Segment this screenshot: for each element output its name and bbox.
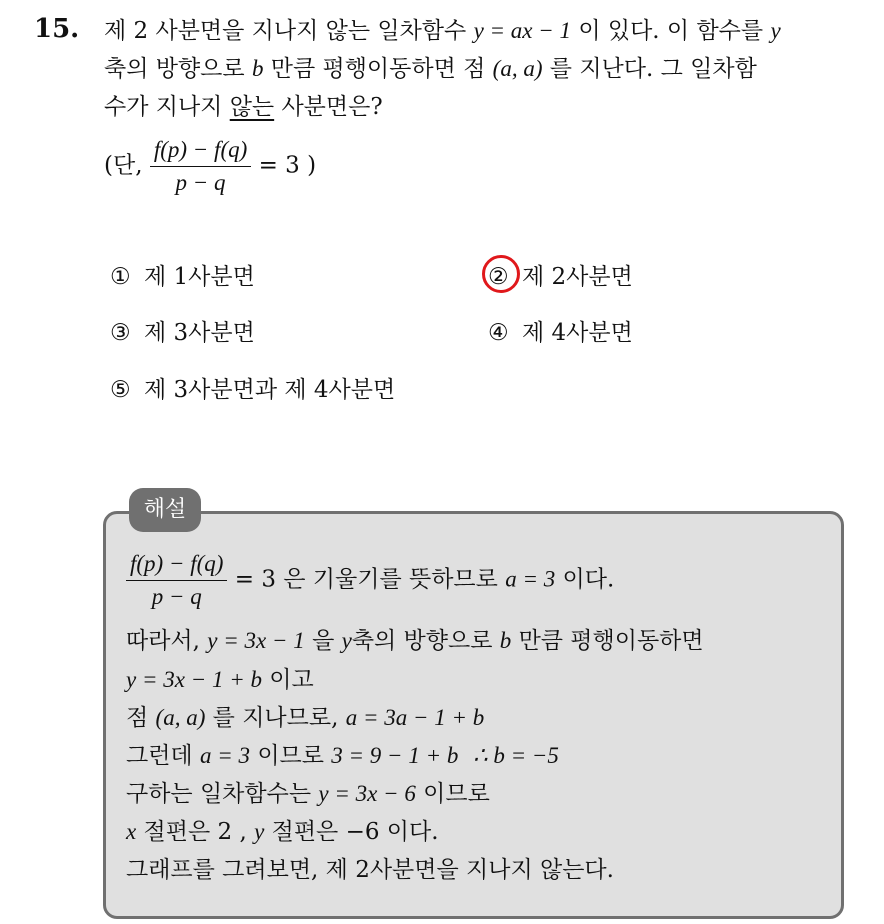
math-expression: a = 3a − 1 + b [345,705,485,730]
math-variable: y [770,18,781,43]
question-line-2 [104,54,757,84]
math-expression: y = 3x − 6 [318,781,416,806]
choice-label: 제 4사분면 [522,320,633,346]
solution-text: 그런데 [126,743,193,769]
question-text: 축의 방향으로 [104,56,245,82]
solution-text: 점 [126,705,149,731]
solution-line-2 [126,626,704,656]
math-variable: y [254,819,265,844]
math-variable: x [126,819,137,844]
condition-fraction [150,136,251,197]
math-expression: ∴ b = −5 [472,743,559,768]
choice-5[interactable] [110,375,395,405]
math-expression: 3 = 9 − 1 + b [331,743,459,768]
question-number: 15. [34,14,80,44]
solution-text: 축의 방향으로 [351,628,493,654]
solution-text: 이다. [562,566,615,593]
question-line-3 [104,92,383,122]
solution-line-1 [126,550,614,611]
solution-text: 절편은 2 , [143,819,247,845]
fraction-numerator: f(p) − f(q) [150,136,251,167]
math-expression: a = 3 [199,743,250,768]
solution-line-8 [126,855,614,885]
solution-text: 절편은 −6 이다. [271,819,439,845]
question-line-1 [104,16,781,46]
solution-line-5 [126,741,559,771]
solution-text: 를 지나므로, [212,705,339,731]
choice-label: 제 2사분면 [522,264,633,290]
fraction-denominator: p − q [175,170,226,195]
choice-1[interactable] [110,262,255,292]
math-expression: y = 3x − 1 [207,628,305,653]
solution-text: 그래프를 그려보면, 제 2사분면을 지나지 않는다. [126,857,614,883]
choice-3[interactable] [110,318,255,348]
choice-mark: ⑤ [110,377,131,403]
solution-text: 따라서, [126,628,200,654]
question-text: 를 지난다. 그 일차함 [549,56,757,82]
choice-mark: ③ [110,320,131,346]
solution-line-6 [126,779,490,809]
choice-mark: ④ [488,320,509,346]
choice-mark: ② [488,264,509,290]
solution-text: 만큼 평행이동하면 [518,628,704,654]
solution-text: 이므로 [257,743,324,769]
solution-tag: 해설 [129,488,201,532]
fraction-numerator: f(p) − f(q) [126,550,227,581]
choice-label: 제 3사분면 [144,320,255,346]
question-text: 사분면은? [281,94,383,120]
math-variable: b [499,628,512,653]
choice-label: 제 1사분면 [144,264,255,290]
underlined-text: 않는 [229,94,275,120]
question-text: 만큼 평행이동하면 점 [270,56,486,82]
math-expression: = 3 [234,566,276,593]
solution-text: 이고 [269,667,314,693]
fraction-denominator: p − q [151,584,202,609]
math-expression: a = 3 [505,566,556,592]
choice-label: 제 3사분면과 제 4사분면 [144,377,396,403]
math-point: (a, a) [155,705,206,730]
condition-close: = 3 ) [258,152,317,179]
question-condition [104,136,316,197]
solution-line-7 [126,817,439,847]
math-point: (a, a) [492,56,543,81]
question-text: 수가 지나지 [104,94,223,120]
solution-line-4 [126,703,484,733]
math-expression: y = 3x − 1 + b [126,667,262,692]
choice-mark: ① [110,264,131,290]
solution-text: 을 [312,628,335,654]
question-text: 제 2 사분면을 지나지 않는 일차함수 [104,18,467,44]
solution-fraction [126,550,227,611]
question-text: 이 있다. 이 함수를 [578,18,764,44]
solution-text: 은 기울기를 뜻하므로 [283,566,498,593]
solution-text: 구하는 일차함수는 [126,781,312,807]
solution-text: 이므로 [423,781,490,807]
math-variable: b [251,56,264,81]
answer-circle [482,255,520,293]
solution-line-3 [126,665,314,695]
condition-open: (단, [104,152,143,179]
math-expression: y = ax − 1 [473,18,572,43]
math-variable: y [341,628,352,653]
choice-4[interactable] [488,318,633,348]
